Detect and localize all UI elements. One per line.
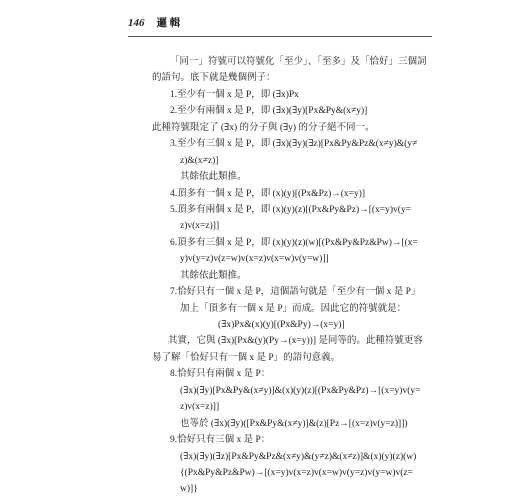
example-5-continued: z)v(x=z)]]: [180, 221, 220, 232]
example-9: 9.恰好只有三個 x 是 P：: [170, 435, 271, 446]
intro-line-2: 的語句。底下就是幾個例子：: [152, 73, 276, 84]
example-7-remark-continued: 易了解「恰好只有一個 x 是 P」的語句意義。: [152, 352, 341, 363]
intro-line-1: 「同一」符號可以符號化「至少」、「至多」及「恰好」三個詞: [170, 57, 427, 67]
example-8: 8.恰好只有兩個 x 是 P：: [170, 369, 271, 380]
example-2-note: 此種符號限定了 (∃x) 的分子與 (∃y) 的分子絕不同一。: [152, 122, 375, 133]
example-8-equivalent: 也等於 (∃x)(∃y)([Px&Py&(x≠y)]&(z)[Pz→[(x=z)v(y=z)]]): [180, 418, 408, 429]
running-title: 邏 輯: [156, 18, 181, 29]
example-6-continued: y)v(y=z)v(z=w)v(x=z)v(x=w)v(y=w)]]: [180, 254, 329, 265]
etc-note-1: 其餘依此類推。: [180, 172, 247, 183]
example-1: 1.至少有一個 x 是 P，即 (∃x)Px: [170, 89, 299, 100]
example-7: 7.恰好只有一個 x 是 P，這個語句就是「至少有一個 x 是 P」: [170, 287, 421, 298]
page-number: 146: [128, 17, 145, 29]
example-7-remark: 其實，它與 (∃x)[Px&(y)(Py→(x=y))] 是同等的。此種符號更容: [168, 336, 423, 347]
example-6: 6.頂多有三個 x 是 P，即 (x)(y)(z)(w)[(Px&Py&Pz&Pw)→[(x=: [170, 237, 418, 248]
example-4: 4.頂多有一個 x 是 P，即 (x)(y)[(Px&Pz)→(x=y)]: [170, 188, 366, 199]
example-9-formula-end: w)]}: [180, 484, 198, 495]
example-2: 2.至少有兩個 x 是 P，即 (∃x)(∃y)[Px&Py&(x≠y)]: [170, 106, 368, 117]
example-7-formula: (∃x)Px&(x)(y)[(Px&Py)→(x=y)]: [218, 320, 345, 330]
header-rule: [128, 36, 432, 37]
example-8-formula: (∃x)(∃y)[Px&Py&(x≠y)]&(x)(y)(z)[(Px&Py&Pz)→[(x=y)v(y=: [180, 385, 421, 396]
example-5: 5.頂多有兩個 x 是 P，即 (x)(y)(z)[(Px&Py&Pz)→[(x=y)v(y=: [170, 204, 412, 215]
example-9-formula-continued: {(Px&Py&Pz&Pw)→[(x=y)v(x=z)v(x=w)v(y=z)v(y=w)v(z=: [180, 467, 413, 478]
example-3: 3.至少有三個 x 是 P，即 (∃x)(∃y)(∃z)[Px&Py&Pz&(x≠y)&(y≠: [170, 139, 418, 150]
example-9-formula: (∃x)(∃y)(∃z)[Px&Py&Pz&(x≠y)&(y≠z)&(x≠z)]&(x)(y)(z)(w): [180, 451, 417, 462]
page-header: [128, 13, 180, 31]
etc-note-2: 其餘依此類推。: [180, 270, 247, 281]
example-3-continued: z)&(x≠z)]: [180, 155, 219, 166]
example-7-continued: 加上「頂多有一個 x 是 P」而成。因此它的符號就是：: [180, 303, 407, 314]
example-8-formula-continued: z)v(x=z)]]: [180, 402, 220, 413]
page-body: [0, 54, 520, 498]
